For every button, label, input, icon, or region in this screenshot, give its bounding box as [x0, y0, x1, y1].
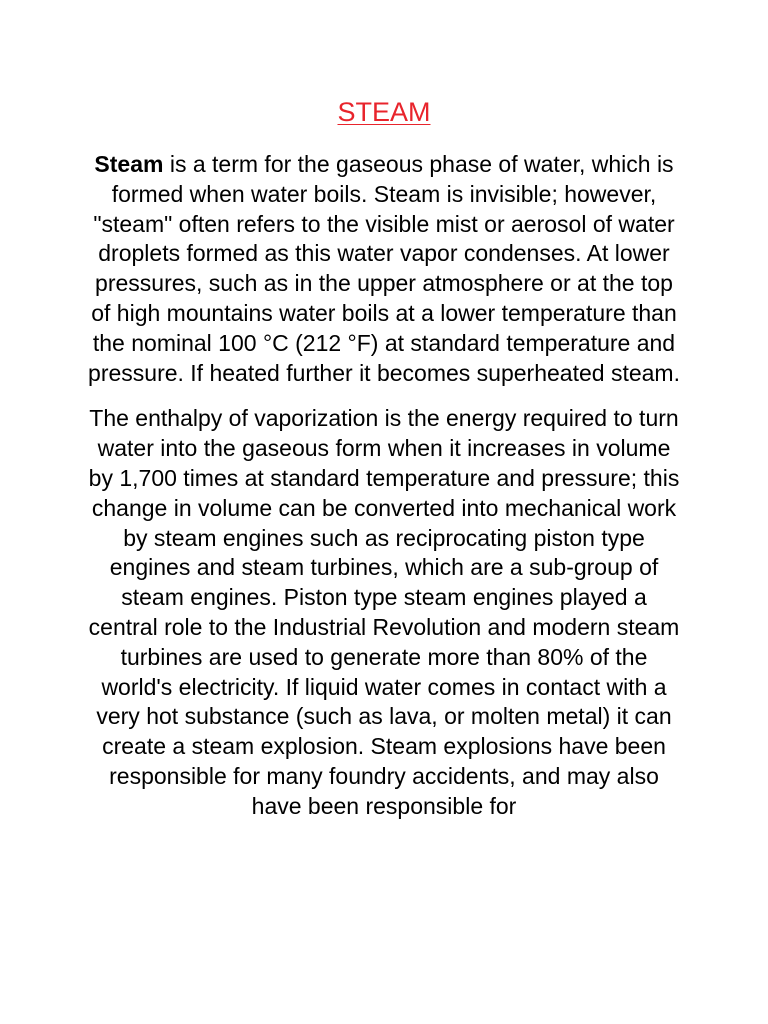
paragraph-intro — [84, 150, 684, 388]
document-title: STEAM — [337, 97, 431, 127]
paragraph-intro-text: is a term for the gaseous phase of water, which is formed when water boils. Steam is invisible; however, "steam" often refers to the visible mist or aerosol of water droplets formed as this water vapor condenses. At lower pressures, such as in the upper atmosphere or at the top of high mountains water boils at a lower temperature than the nominal 100 °C (212 °F) at standard temperature and pressure. If heated further it becomes superheated steam. — [88, 151, 680, 386]
lead-term: Steam — [94, 151, 164, 177]
paragraph-enthalpy: The enthalpy of vaporization is the energy required to turn water into the gaseous form when it increases in volume by 1,700 times at standard temperature and pressure; this change in volume can be converted into mechanical work by steam engines such as reciprocating piston type engines and steam turbines, which are a sub-group of steam engines. Piston type steam engines played a central role to the Industrial Revolution and modern steam turbines are used to generate more than 80% of the world's electricity. If liquid water comes in contact with a very hot substance (such as lava, or molten metal) it can create a steam explosion. Steam explosions have been responsible for many foundry accidents, and may also have been responsible for — [88, 405, 680, 819]
